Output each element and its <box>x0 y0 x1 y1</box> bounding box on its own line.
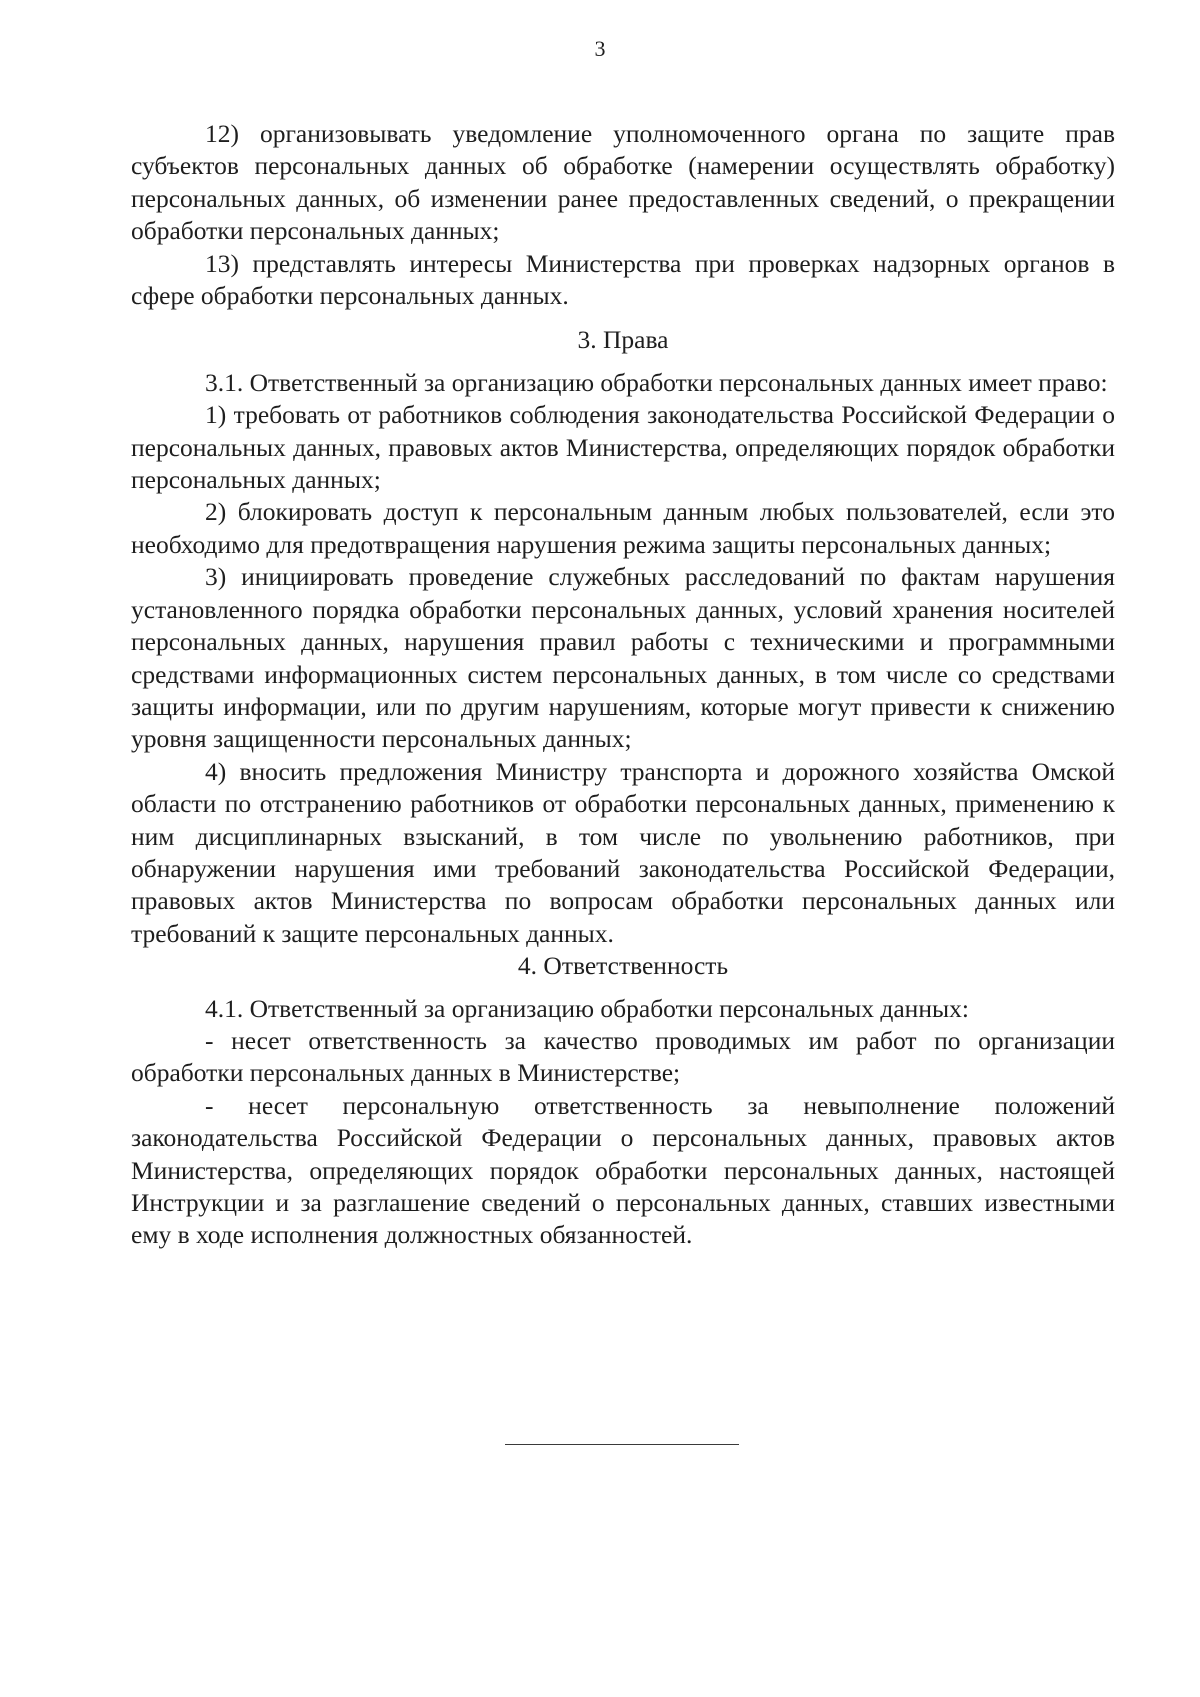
right-3: 3) инициировать проведение служебных расследований по фактам нарушения установленного порядка обработки персональных данных, условий хранения носителей персональных данных, нарушения правил работы с техническими и программными средствами информационных систем персональных данных, в том числе со средствами защиты информации, или по другим нарушениям, которые могут привести к снижению уровня защищенности персональных данных; <box>131 562 1115 754</box>
right-1: 1) требовать от работников соблюдения законодательства Российской Федерации о персональных данных, правовых актов Министерства, определяющих порядок обработки персональных данных; <box>131 400 1115 495</box>
item-12: 12) организовывать уведомление уполномоченного органа по защите прав субъектов персональных данных об обработке (намерении осуществлять обработку) персональных данных, об изменении ранее предоставленных сведений, о прекращении обработки персональных данных; <box>131 119 1115 246</box>
end-of-document-rule <box>505 1444 739 1445</box>
clause-4-1: 4.1. Ответственный за организацию обработки персональных данных: <box>205 993 969 1023</box>
page-number: 3 <box>594 36 606 61</box>
clause-3-1: 3.1. Ответственный за организацию обработки персональных данных имеет право: <box>205 367 1108 397</box>
document-body <box>131 118 1115 1252</box>
duty-1: - несет ответственность за качество проводимых им работ по организации обработки персональных данных в Министерстве; <box>131 1025 1115 1088</box>
right-2: 2) блокировать доступ к персональным данным любых пользователей, если это необходимо для предотвращения нарушения режима защиты персональных данных; <box>131 497 1115 559</box>
right-4: 4) вносить предложения Министру транспорта и дорожного хозяйства Омской области по отстранению работников от обработки персональных данных, применению к ним дисциплинарных взысканий, в том числе по увольнению работников, при обнаружении нарушения ими требований законодательства Российской Федерации, правовых актов Министерства по вопросам обработки персональных данных или требований к защите персональных данных. <box>131 756 1115 948</box>
duty-2: - несет персональную ответственность за невыполнение положений законодательства Российской Федерации о персональных данных, правовых актов Министерства, определяющих порядок обработки персональных данных, настоящей Инструкции и за разглашение сведений о персональных данных, ставших известными ему в ходе исполнения должностных обязанностей. <box>131 1090 1115 1250</box>
item-13: 13) представлять интересы Министерства при проверках надзорных органов в сфере обработки персональных данных. <box>131 248 1115 311</box>
section-4-heading: 4. Ответственность <box>517 951 729 981</box>
section-3-heading: 3. Права <box>577 325 669 355</box>
